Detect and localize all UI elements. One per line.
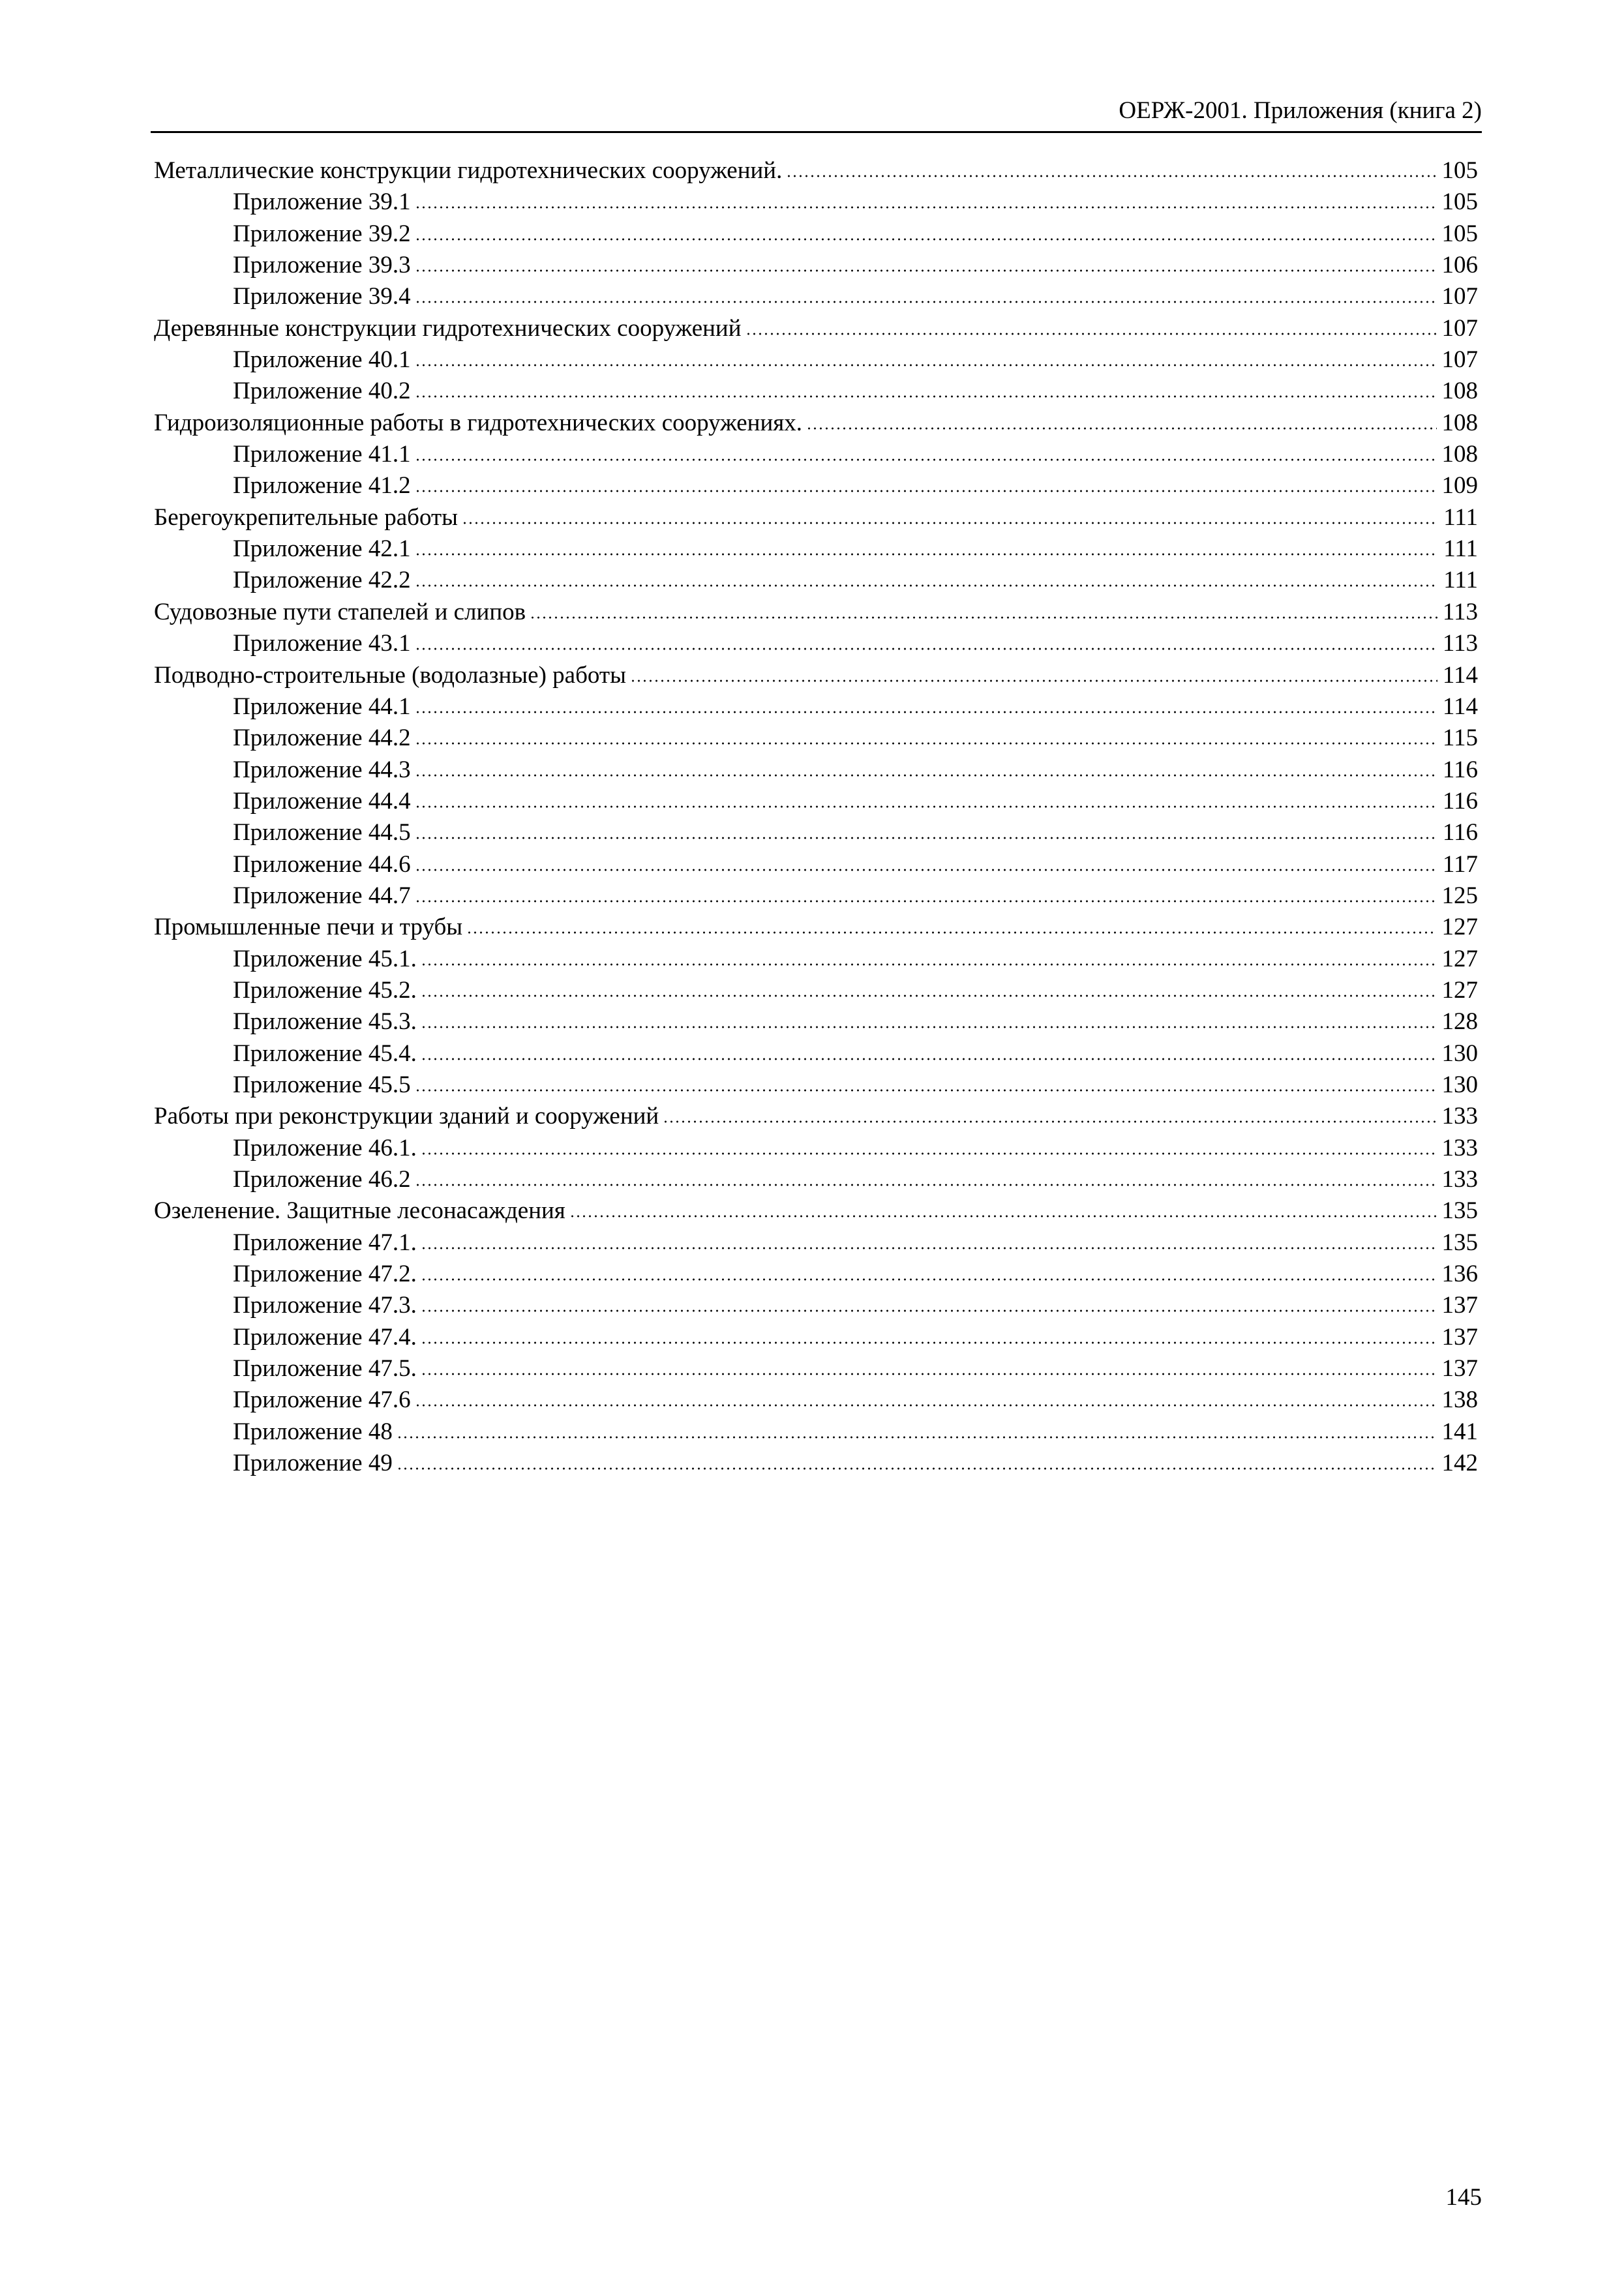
toc-entry-page: 107	[1441, 314, 1478, 342]
toc-entry-title: Приложение 39.4	[233, 283, 411, 310]
dot-leader	[421, 995, 1437, 997]
toc-entry-page: 116	[1442, 819, 1478, 846]
toc-entry-title: Приложение 44.7	[233, 882, 411, 909]
toc-entry-title: Гидроизоляционные работы в гидротехнических сооружениях.	[154, 409, 803, 436]
toc-entry-page: 130	[1441, 1040, 1478, 1067]
toc-entry-page: 108	[1441, 378, 1478, 405]
table-of-contents	[154, 155, 1478, 1479]
dot-leader	[415, 711, 1437, 713]
toc-entry-page: 136	[1441, 1261, 1478, 1288]
toc-entry-title: Приложение 46.1.	[233, 1134, 417, 1161]
toc-entry-page: 115	[1442, 725, 1478, 752]
dot-leader	[415, 837, 1437, 839]
toc-entry-title: Приложение 47.1.	[233, 1229, 417, 1256]
toc-subentry[interactable]	[154, 1227, 1478, 1259]
toc-subentry[interactable]	[154, 1384, 1478, 1416]
toc-subentry[interactable]	[154, 376, 1478, 407]
toc-entry-page: 111	[1443, 503, 1478, 531]
toc-entry-title: Приложение 48	[233, 1418, 393, 1445]
toc-subentry[interactable]	[154, 1448, 1478, 1479]
dot-leader	[415, 869, 1437, 871]
toc-subentry[interactable]	[154, 187, 1478, 218]
dot-leader	[397, 1467, 1437, 1470]
dot-leader	[421, 1373, 1437, 1375]
toc-entry-title: Приложение 44.3	[233, 756, 411, 783]
toc-section-entry[interactable]	[154, 408, 1478, 439]
toc-subentry[interactable]	[154, 1164, 1478, 1195]
toc-entry-title: Работы при реконструкции зданий и сооружений	[154, 1103, 659, 1130]
toc-entry-title: Приложение 42.1	[233, 535, 411, 563]
dot-leader	[530, 616, 1437, 619]
toc-subentry[interactable]	[154, 723, 1478, 754]
toc-subentry[interactable]	[154, 1133, 1478, 1164]
toc-entry-title: Приложение 47.5.	[233, 1355, 417, 1383]
toc-subentry[interactable]	[154, 786, 1478, 817]
toc-entry-page: 108	[1441, 409, 1478, 436]
toc-entry-title: Приложение 39.2	[233, 220, 411, 247]
toc-entry-page: 128	[1441, 1008, 1478, 1036]
toc-entry-page: 125	[1441, 882, 1478, 909]
toc-entry-page: 113	[1442, 630, 1478, 657]
dot-leader	[630, 680, 1437, 682]
toc-entry-title: Приложение 44.6	[233, 850, 411, 878]
toc-entry-title: Приложение 44.4	[233, 787, 411, 815]
toc-entry-title: Приложение 47.6	[233, 1386, 411, 1414]
toc-section-entry[interactable]	[154, 1101, 1478, 1132]
toc-entry-page: 105	[1441, 220, 1478, 247]
toc-subentry[interactable]	[154, 944, 1478, 975]
toc-entry-page: 106	[1441, 252, 1478, 279]
dot-leader	[415, 301, 1437, 303]
toc-entry-page: 107	[1441, 346, 1478, 374]
toc-entry-title: Приложение 47.3.	[233, 1292, 417, 1319]
toc-subentry[interactable]	[154, 1070, 1478, 1101]
toc-section-entry[interactable]	[154, 155, 1478, 187]
toc-subentry[interactable]	[154, 1259, 1478, 1290]
toc-section-entry[interactable]	[154, 660, 1478, 691]
toc-subentry[interactable]	[154, 344, 1478, 376]
toc-entry-title: Приложение 45.3.	[233, 1008, 417, 1036]
toc-entry-title: Берегоукрепительные работы	[154, 503, 458, 531]
toc-section-entry[interactable]	[154, 1195, 1478, 1227]
dot-leader	[415, 490, 1437, 492]
toc-entry-page: 107	[1441, 283, 1478, 310]
toc-entry-title: Приложение 40.1	[233, 346, 411, 374]
dot-leader	[415, 395, 1437, 398]
toc-entry-title: Судовозные пути стапелей и слипов	[154, 598, 526, 625]
dot-leader	[806, 427, 1436, 430]
toc-entry-page: 108	[1441, 441, 1478, 468]
toc-entry-page: 117	[1442, 850, 1478, 878]
toc-entry-title: Приложение 47.2.	[233, 1261, 417, 1288]
dot-leader	[663, 1120, 1436, 1123]
toc-entry-page: 141	[1441, 1418, 1478, 1445]
toc-entry-page: 127	[1441, 945, 1478, 972]
toc-subentry[interactable]	[154, 1290, 1478, 1321]
toc-entry-page: 133	[1441, 1166, 1478, 1193]
toc-entry-page: 133	[1441, 1134, 1478, 1161]
toc-subentry[interactable]	[154, 975, 1478, 1006]
toc-entry-title: Деревянные конструкции гидротехнических сооружений	[154, 314, 742, 342]
toc-entry-page: 137	[1441, 1323, 1478, 1351]
toc-subentry[interactable]	[154, 880, 1478, 912]
toc-entry-title: Приложение 45.4.	[233, 1040, 417, 1067]
toc-entry-title: Приложение 41.1	[233, 441, 411, 468]
toc-entry-title: Приложение 44.5	[233, 819, 411, 846]
toc-entry-page: 105	[1441, 188, 1478, 216]
toc-entry-page: 135	[1441, 1229, 1478, 1256]
toc-entry-title: Приложение 45.1.	[233, 945, 417, 972]
running-header	[151, 98, 1482, 133]
toc-entry-page: 135	[1441, 1197, 1478, 1225]
toc-entry-title: Приложение 49	[233, 1450, 393, 1477]
toc-subentry[interactable]	[154, 628, 1478, 659]
dot-leader	[415, 1404, 1437, 1407]
toc-subentry[interactable]	[154, 755, 1478, 786]
toc-entry-page: 116	[1442, 756, 1478, 783]
toc-entry-title: Металлические конструкции гидротехнических сооружений.	[154, 157, 783, 184]
dot-leader	[415, 553, 1439, 556]
dot-leader	[415, 1089, 1437, 1092]
dot-leader	[415, 269, 1437, 272]
toc-entry-page: 111	[1443, 535, 1478, 563]
dot-leader	[415, 364, 1437, 367]
dot-leader	[569, 1215, 1437, 1218]
dot-leader	[421, 1152, 1437, 1155]
dot-leader	[462, 522, 1438, 524]
toc-entry-page: 142	[1441, 1450, 1478, 1477]
dot-leader	[415, 648, 1437, 650]
toc-subentry[interactable]	[154, 281, 1478, 312]
toc-entry-page: 116	[1442, 787, 1478, 815]
toc-subentry[interactable]	[154, 218, 1478, 250]
toc-entry-title: Промышленные печи и трубы	[154, 914, 463, 941]
toc-entry-page: 111	[1443, 567, 1478, 594]
toc-entry-title: Подводно-строительные (водолазные) работы	[154, 661, 626, 689]
toc-section-entry[interactable]	[154, 502, 1478, 533]
toc-entry-page: 105	[1441, 157, 1478, 184]
toc-subentry[interactable]	[154, 1322, 1478, 1353]
toc-subentry[interactable]	[154, 250, 1478, 281]
dot-leader	[421, 1341, 1437, 1344]
running-header-title: ОЕРЖ-2001. Приложения (книга 2)	[1119, 97, 1482, 124]
dot-leader	[415, 805, 1437, 808]
toc-entry-page: 114	[1442, 661, 1478, 689]
toc-entry-title: Приложение 45.2.	[233, 976, 417, 1004]
toc-subentry[interactable]	[154, 691, 1478, 723]
dot-leader	[415, 458, 1437, 461]
toc-entry-page: 113	[1442, 598, 1478, 625]
toc-section-entry[interactable]	[154, 912, 1478, 943]
toc-subentry[interactable]	[154, 533, 1478, 565]
toc-entry-title: Приложение 40.2	[233, 378, 411, 405]
toc-entry-page: 127	[1441, 914, 1478, 941]
toc-entry-title: Приложение 39.1	[233, 188, 411, 216]
dot-leader	[421, 963, 1437, 966]
dot-leader	[415, 206, 1437, 209]
dot-leader	[421, 1278, 1437, 1281]
toc-entry-title: Приложение 43.1	[233, 630, 411, 657]
dot-leader	[415, 584, 1439, 587]
dot-leader	[421, 1247, 1437, 1249]
toc-entry-page: 127	[1441, 976, 1478, 1004]
toc-entry-title: Приложение 44.2	[233, 725, 411, 752]
toc-entry-title: Приложение 46.2	[233, 1166, 411, 1193]
dot-leader	[415, 1184, 1437, 1186]
dot-leader	[421, 1309, 1437, 1312]
toc-subentry[interactable]	[154, 565, 1478, 596]
dot-leader	[745, 333, 1437, 335]
dot-leader	[421, 1058, 1437, 1060]
dot-leader	[415, 238, 1437, 241]
toc-entry-page: 130	[1441, 1071, 1478, 1098]
toc-subentry[interactable]	[154, 439, 1478, 470]
page-number: 145	[1445, 2184, 1482, 2211]
toc-entry-page: 137	[1441, 1292, 1478, 1319]
dot-leader	[415, 900, 1437, 903]
toc-entry-title: Приложение 41.2	[233, 472, 411, 500]
dot-leader	[466, 931, 1436, 934]
toc-entry-title: Приложение 47.4.	[233, 1323, 417, 1351]
toc-entry-page: 109	[1441, 472, 1478, 500]
toc-entry-page: 137	[1441, 1355, 1478, 1383]
toc-entry-title: Приложение 44.1	[233, 693, 411, 720]
toc-subentry[interactable]	[154, 1416, 1478, 1448]
toc-section-entry[interactable]	[154, 597, 1478, 628]
dot-leader	[415, 774, 1437, 777]
toc-entry-title: Озеленение. Защитные лесонасаждения	[154, 1197, 565, 1225]
toc-subentry[interactable]	[154, 849, 1478, 880]
toc-subentry[interactable]	[154, 1353, 1478, 1384]
toc-entry-page: 133	[1441, 1103, 1478, 1130]
toc-entry-title: Приложение 42.2	[233, 567, 411, 594]
dot-leader	[415, 742, 1437, 745]
toc-section-entry[interactable]	[154, 313, 1478, 344]
dot-leader	[786, 175, 1436, 177]
toc-entry-title: Приложение 45.5	[233, 1071, 411, 1098]
toc-entry-title: Приложение 39.3	[233, 252, 411, 279]
toc-entry-page: 114	[1442, 693, 1478, 720]
toc-subentry[interactable]	[154, 470, 1478, 501]
toc-entry-page: 138	[1441, 1386, 1478, 1414]
toc-subentry[interactable]	[154, 817, 1478, 848]
toc-subentry[interactable]	[154, 1006, 1478, 1038]
toc-subentry[interactable]	[154, 1038, 1478, 1070]
dot-leader	[397, 1436, 1437, 1439]
dot-leader	[421, 1026, 1437, 1028]
